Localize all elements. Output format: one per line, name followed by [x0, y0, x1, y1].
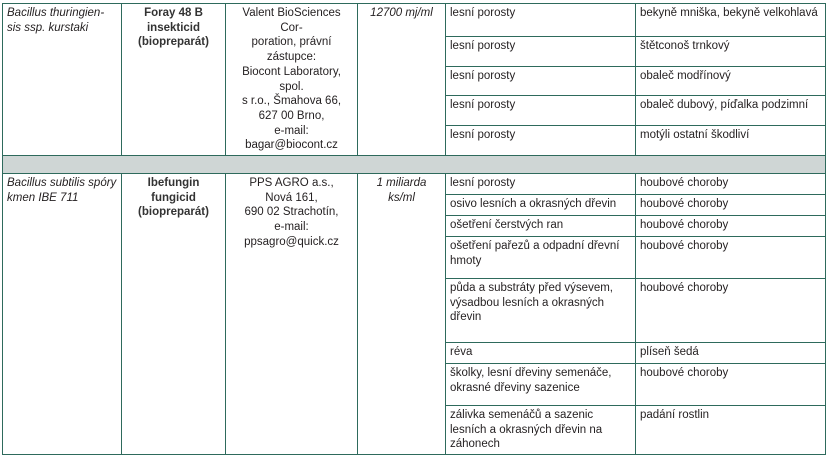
- use-area: lesní porosty: [446, 4, 636, 37]
- company-cell: [226, 4, 358, 156]
- separator-row: [3, 156, 826, 174]
- registration-table: [2, 3, 826, 455]
- separator-cell: [3, 156, 826, 174]
- product-cell: [122, 174, 226, 455]
- use-target: houbové choroby: [636, 195, 826, 216]
- use-target: motýli ostatní škodliví: [636, 126, 826, 156]
- company-line: e-mail: bagar@biocont.cz: [245, 124, 338, 152]
- company-line: Valent BioSciences Cor-: [242, 7, 341, 34]
- company-line: s r.o., Šmahova 66,: [241, 95, 342, 108]
- use-target: houbové choroby: [636, 279, 826, 343]
- use-area: zálivka semenáčů a sazenic lesních a okrasných dřevin na záhonech: [446, 406, 636, 455]
- use-area: lesní porosty: [446, 96, 636, 126]
- company-line: ppsagro@quick.cz: [244, 235, 339, 248]
- use-area: půda a substráty před výsevem, výsadbou lesních a okrasných dřevin: [446, 279, 636, 343]
- use-target: štětconoš trnkový: [636, 36, 826, 66]
- product-name: Ibefungin: [147, 177, 200, 190]
- use-target: houbové choroby: [636, 216, 826, 237]
- use-area: osivo lesních a okrasných dřevin: [446, 195, 636, 216]
- company-line: 690 02 Strachotín,: [244, 206, 339, 219]
- company-line: e-mail:: [274, 221, 309, 234]
- product-type: fungicid: [151, 191, 196, 204]
- use-target: obaleč dubový, píďalka podzimní: [636, 96, 826, 126]
- use-area: lesní porosty: [446, 66, 636, 96]
- use-area: ošetření čerstvých ran: [446, 216, 636, 237]
- company-line: Nová 161,: [265, 191, 318, 204]
- organism-cell: Bacillus subtilis spóry kmen IBE 711: [3, 174, 122, 455]
- product-type: insekticid: [146, 21, 201, 34]
- company-line: 627 00 Brno,: [258, 109, 325, 122]
- use-area: réva: [446, 343, 636, 364]
- company-line: PPS AGRO a.s.,: [249, 177, 334, 190]
- company-cell: [226, 174, 358, 455]
- use-target: houbové choroby: [636, 174, 826, 195]
- use-target: padání rostlin: [636, 406, 826, 455]
- organism-cell: Bacillus thuringien-sis ssp. kurstaki: [3, 4, 122, 156]
- use-area: školky, lesní dřeviny semenáče, okrasné dřeviny sazenice: [446, 364, 636, 406]
- table-row: [3, 4, 826, 37]
- use-target: obaleč modřínový: [636, 66, 826, 96]
- use-area: lesní porosty: [446, 174, 636, 195]
- use-area: lesní porosty: [446, 126, 636, 156]
- use-area: lesní porosty: [446, 36, 636, 66]
- dose-cell: 1 miliarda ks/ml: [358, 174, 446, 455]
- use-target: houbové choroby: [636, 364, 826, 406]
- table-row: [3, 174, 826, 195]
- use-target: houbové choroby: [636, 237, 826, 279]
- product-kind: (biopreparát): [138, 36, 209, 49]
- product-cell: [122, 4, 226, 156]
- use-area: ošetření pařezů a odpadní dřevní hmoty: [446, 237, 636, 279]
- product-kind: (biopreparát): [138, 206, 209, 219]
- use-target: plíseň šedá: [636, 343, 826, 364]
- company-line: poration, právní zástupce:: [251, 36, 332, 64]
- dose-cell: 12700 mj/ml: [358, 4, 446, 156]
- use-target: bekyně mniška, bekyně velkohlavá: [636, 4, 826, 37]
- company-line: Biocont Laboratory, spol.: [242, 65, 341, 93]
- product-name: Foray 48 B: [144, 7, 203, 19]
